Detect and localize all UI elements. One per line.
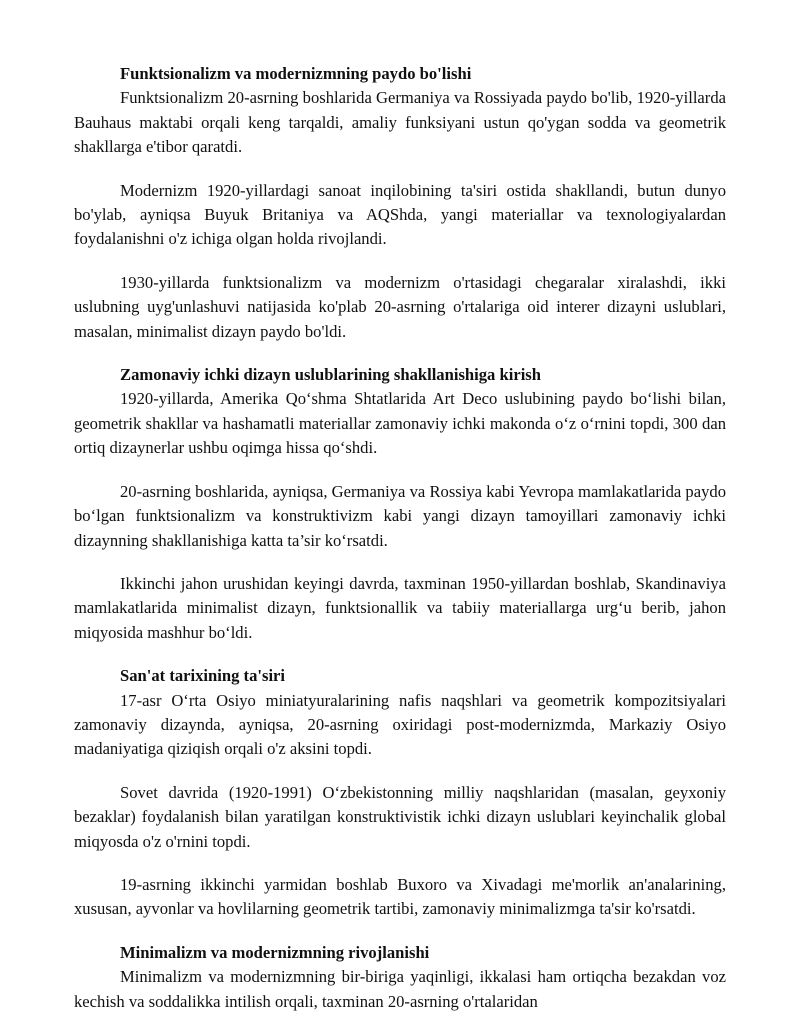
section-heading: Minimalizm va modernizmning rivojlanishi [120, 942, 430, 962]
paragraph: 17-asr O‘rta Osiyo miniatyuralarining nafis naqshlari va geometrik kompozitsiyalari zamonaviy dizaynda, ayniqsa, 20-asrning oxiridagi post-modernizmda, Markaziy Osiyo madaniyatiga qiziqish orqali o'z aksini topdi. [74, 690, 726, 759]
section-heading: Zamonaviy ichki dizayn uslublarining shakllanishiga kirish [120, 365, 541, 385]
paragraph: 1920-yillarda, Amerika Qo‘shma Shtatlarida Art Deco uslubining paydo bo‘lishi bilan, geometrik shakllar va hashamatli materiallar zamonaviy ichki makonda o‘z o‘rnini topdi, 300 dan ortiq dizaynerlar ushbu oqimga hissa qo‘shdi. [74, 389, 726, 458]
section-heading: San'at tarixining ta'siri [120, 666, 286, 686]
paragraph: Modernizm 1920-yillardagi sanoat inqilobining ta'siri ostida shakllandi, butun dunyo bo'ylab, ayniqsa Buyuk Britaniya va AQShda, yangi materiallar va texnologiyalardan foydalanishni o'z ichiga olgan holda rivojlandi. [74, 180, 726, 249]
section-art-history [74, 664, 726, 922]
paragraph: 20-asrning boshlarida, ayniqsa, Germaniya va Rossiya kabi Yevropa mamlakatlarida paydo bo‘lgan funktsionalizm va konstruktivizm kabi yangi dizayn tamoyillari zamonaviy ichki dizaynning shakllanishiga katta ta’sir ko‘rsatdi. [74, 481, 726, 550]
paragraph: Minimalizm va modernizmning bir-biriga yaqinligi, ikkalasi ham ortiqcha bezakdan voz kechish va soddalikka intilish orqali, taxminan 20-asrning o'rtalaridan [74, 967, 726, 1011]
section-minimalism [74, 941, 726, 1014]
paragraph: 19-asrning ikkinchi yarmidan boshlab Buxoro va Xivadagi me'morlik an'analarining, xususan, ayvonlar va hovlilarning geometrik tartibi, zamonaviy minimalizmga ta'sir ko'rsatdi. [74, 874, 726, 919]
paragraph: 1930-yillarda funktsionalizm va modernizm o'rtasidagi chegaralar xiralashdi, ikki uslubning uyg'unlashuvi natijasida ko'plab 20-asrning o'rtalariga oid interer dizayni uslublari, masalan, minimalist dizayn paydo bo'ldi. [74, 272, 726, 341]
section-functionalism [74, 62, 726, 344]
section-heading: Funktsionalizm va modernizmning paydo bo'lishi [120, 64, 472, 83]
document-page [74, 62, 726, 1033]
paragraph: Ikkinchi jahon urushidan keyingi davrda, taxminan 1950-yillardan boshlab, Skandinaviya mamlakatlarida minimalist dizayn, funktsionallik va tabiiy materiallarga urg‘u berib, jahon miqyosida mashhur bo‘ldi. [74, 573, 726, 642]
section-modern-interior [74, 363, 726, 645]
paragraph: Funktsionalizm 20-asrning boshlarida Germaniya va Rossiyada paydo bo'lib, 1920-yillarda Bauhaus maktabi orqali keng tarqaldi, amaliy funksiyani ustun qo'ygan sodda va geometrik shakllarga e'tibor qaratdi. [74, 88, 726, 157]
paragraph: Sovet davrida (1920-1991) O‘zbekistonning milliy naqshlaridan (masalan, geyxoniy bezaklar) foydalanish bilan yaratilgan konstruktivistik ichki dizayn uslublari keyinchalik global miqyosda o'z o'rnini topdi. [74, 782, 726, 851]
